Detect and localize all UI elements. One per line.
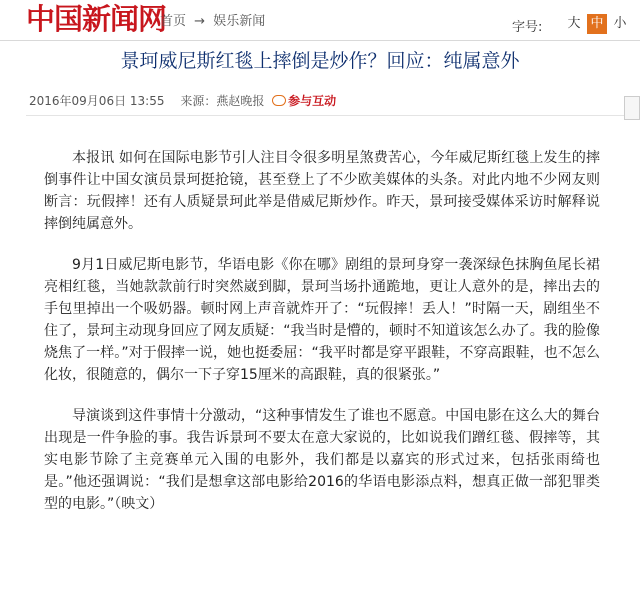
article-paragraph: 本报讯 如何在国际电影节引人注目令很多明星煞费苦心，今年威尼斯红毯上发生的摔倒事件让中国女演员景珂挺抢镜，甚至登上了不少欧美媒体的头条。对此内地不少网友则断言：玩假摔！还有人质疑景珂此举是借威尼斯炒作。昨天，景珂接受媒体采访时解释说摔倒纯属意外。 [44,150,600,232]
article-paragraph: 导演谈到这件事情十分激动，“这种事情发生了谁也不愿意。中国电影在这么大的舞台出现是一件争脸的事。我告诉景珂不要太在意大家说的，比如说我们蹭红毯、假摔等，其实电影节除了主竞赛单元入围的电影外，我们都是以嘉宾的形式过来，包括张雨绮也是。”他还强调说：“我们是想拿这部电影给2016的华语电影添点料，想真正做一部犯罪类型的电影。”（映文） [44,408,600,512]
site-header [0,0,640,41]
interact-link[interactable]: 参与互动 [288,94,337,108]
divider [26,115,624,116]
article-paragraph: 9月1日威尼斯电影节，华语电影《你在哪》剧组的景珂身穿一袭深绿色抹胸鱼尾长裙亮相红毯，当她款款前行时突然崴到脚，景珂当场扑通跪地，更让人意外的是，摔出去的手包里掉出一个吸奶器。顿时网上声音就炸开了：“玩假摔！丢人！”时隔一天，剧组坐不住了，景珂主动现身回应了网友质疑：“我当时是懵的，顿时不知道该怎么办了。我的脸像烧焦了一样。”对于假摔一说，她也挺委屈：“我平时都是穿平跟鞋，不穿高跟鞋，也不怎么化妆，很随意的，偶尔一下子穿15厘米的高跟鞋，真的很紧张。” [44,257,600,383]
side-float-button[interactable] [624,96,640,120]
font-size-medium-button[interactable]: 中 [587,14,607,34]
font-size-large-button[interactable]: 大 [567,16,581,31]
comment-bubble-icon [272,95,286,106]
article-body [44,147,600,534]
breadcrumb-home-link[interactable]: 首页 [160,14,187,29]
font-size-small-button[interactable]: 小 [613,16,627,31]
article-source: 来源：燕赵晚报 [180,94,265,108]
breadcrumb-arrow-icon: → [194,14,206,29]
breadcrumb-section-link[interactable]: 娱乐新闻 [213,14,266,29]
breadcrumb [160,10,265,29]
font-size-label: 字号: [512,20,543,35]
article-title: 景珂威尼斯红毯上摔倒是炒作？回应：纯属意外 [120,50,520,72]
article-meta [29,92,336,109]
site-logo[interactable]: 中国新闻网 [26,2,167,36]
publish-date: 2016年09月06日 13:55 [29,94,165,108]
